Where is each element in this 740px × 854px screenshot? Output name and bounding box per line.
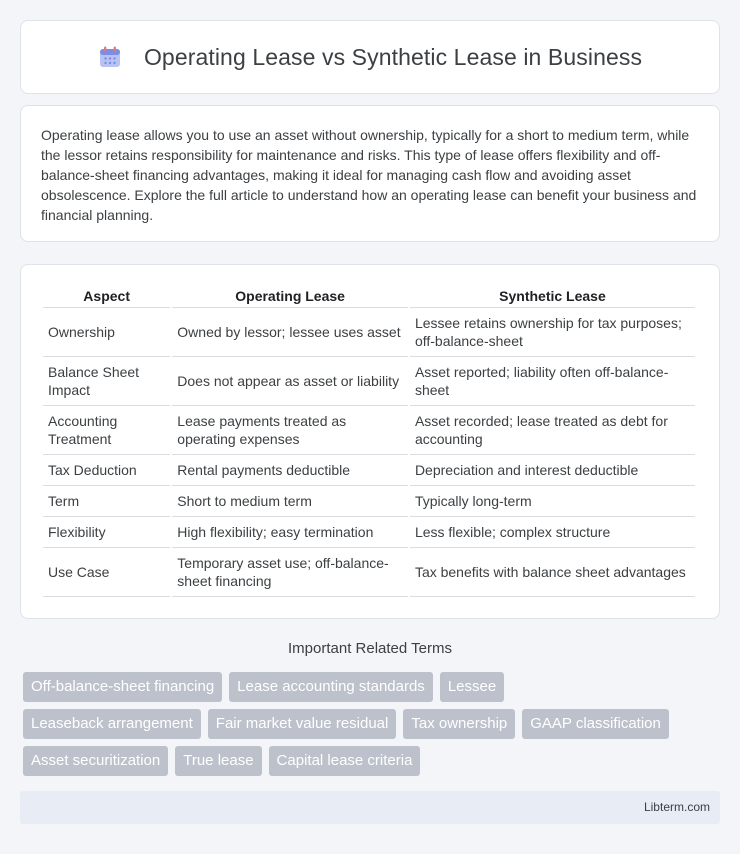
comparison-table-card — [20, 264, 720, 619]
tag-row — [23, 672, 723, 702]
table-cell-operating: High flexibility; easy termination — [172, 517, 408, 548]
table-cell-synthetic: Asset recorded; lease treated as debt for accounting — [410, 406, 695, 455]
intro-card — [20, 105, 720, 242]
tag-true-lease[interactable]: True lease — [175, 746, 261, 776]
table-cell-aspect: Balance Sheet Impact — [43, 357, 170, 406]
table-cell-synthetic: Lessee retains ownership for tax purposes; off-balance-sheet — [410, 308, 695, 357]
table-row — [43, 517, 695, 548]
table-cell-operating: Short to medium term — [172, 486, 408, 517]
table-cell-operating: Temporary asset use; off-balance-sheet financing — [172, 548, 408, 597]
tag-row — [23, 746, 723, 776]
table-row — [43, 406, 695, 455]
table-cell-operating: Lease payments treated as operating expenses — [172, 406, 408, 455]
table-cell-aspect: Tax Deduction — [43, 455, 170, 486]
table-cell-operating: Does not appear as asset or liability — [172, 357, 408, 406]
intro-text: Operating lease allows you to use an asset without ownership, typically for a short to medium term, while the lessor retains responsibility for maintenance and risks. This type of lease offers flexibility and off-balance-sheet financing advantages, making it ideal for managing cash flow and avoiding asset obsolescence. Explore the full article to understand how an operating lease can benefit your business and financial planning. — [41, 127, 697, 223]
table-cell-aspect: Use Case — [43, 548, 170, 597]
related-terms-list — [23, 672, 723, 783]
table-cell-synthetic: Depreciation and interest deductible — [410, 455, 695, 486]
table-row — [43, 455, 695, 486]
footer — [20, 791, 720, 824]
column-header-operating-lease: Operating Lease — [172, 283, 408, 308]
calendar-icon — [98, 45, 122, 69]
tag-off-balance-sheet-financing[interactable]: Off-balance-sheet financing — [23, 672, 222, 702]
tag-tax-ownership[interactable]: Tax ownership — [403, 709, 515, 739]
table-row — [43, 357, 695, 406]
footer-brand[interactable]: Libterm.com — [643, 800, 710, 814]
tag-capital-lease-criteria[interactable]: Capital lease criteria — [269, 746, 421, 776]
tag-lease-accounting-standards[interactable]: Lease accounting standards — [229, 672, 433, 702]
column-header-aspect: Aspect — [43, 283, 170, 308]
page-title: Operating Lease vs Synthetic Lease in Business — [143, 43, 643, 70]
table-cell-synthetic: Asset reported; liability often off-balance-sheet — [410, 357, 695, 406]
table-header-row — [43, 283, 695, 308]
column-header-synthetic-lease: Synthetic Lease — [410, 283, 695, 308]
table-cell-aspect: Term — [43, 486, 170, 517]
table-cell-aspect: Flexibility — [43, 517, 170, 548]
tag-fair-market-value-residual[interactable]: Fair market value residual — [208, 709, 397, 739]
table-cell-synthetic: Less flexible; complex structure — [410, 517, 695, 548]
tag-lessee[interactable]: Lessee — [440, 672, 504, 702]
table-cell-operating: Owned by lessor; lessee uses asset — [172, 308, 408, 357]
header-card — [20, 20, 720, 94]
table-row — [43, 308, 695, 357]
table-cell-synthetic: Tax benefits with balance sheet advantages — [410, 548, 695, 597]
tag-leaseback-arrangement[interactable]: Leaseback arrangement — [23, 709, 201, 739]
table-row — [43, 486, 695, 517]
tag-row — [23, 709, 723, 739]
table-cell-operating: Rental payments deductible — [172, 455, 408, 486]
table-row — [43, 548, 695, 597]
table-cell-aspect: Accounting Treatment — [43, 406, 170, 455]
table-cell-synthetic: Typically long-term — [410, 486, 695, 517]
tag-gaap-classification[interactable]: GAAP classification — [522, 709, 669, 739]
tag-asset-securitization[interactable]: Asset securitization — [23, 746, 168, 776]
table-cell-aspect: Ownership — [43, 308, 170, 357]
related-terms-title: Important Related Terms — [288, 640, 452, 657]
comparison-table — [41, 283, 697, 597]
